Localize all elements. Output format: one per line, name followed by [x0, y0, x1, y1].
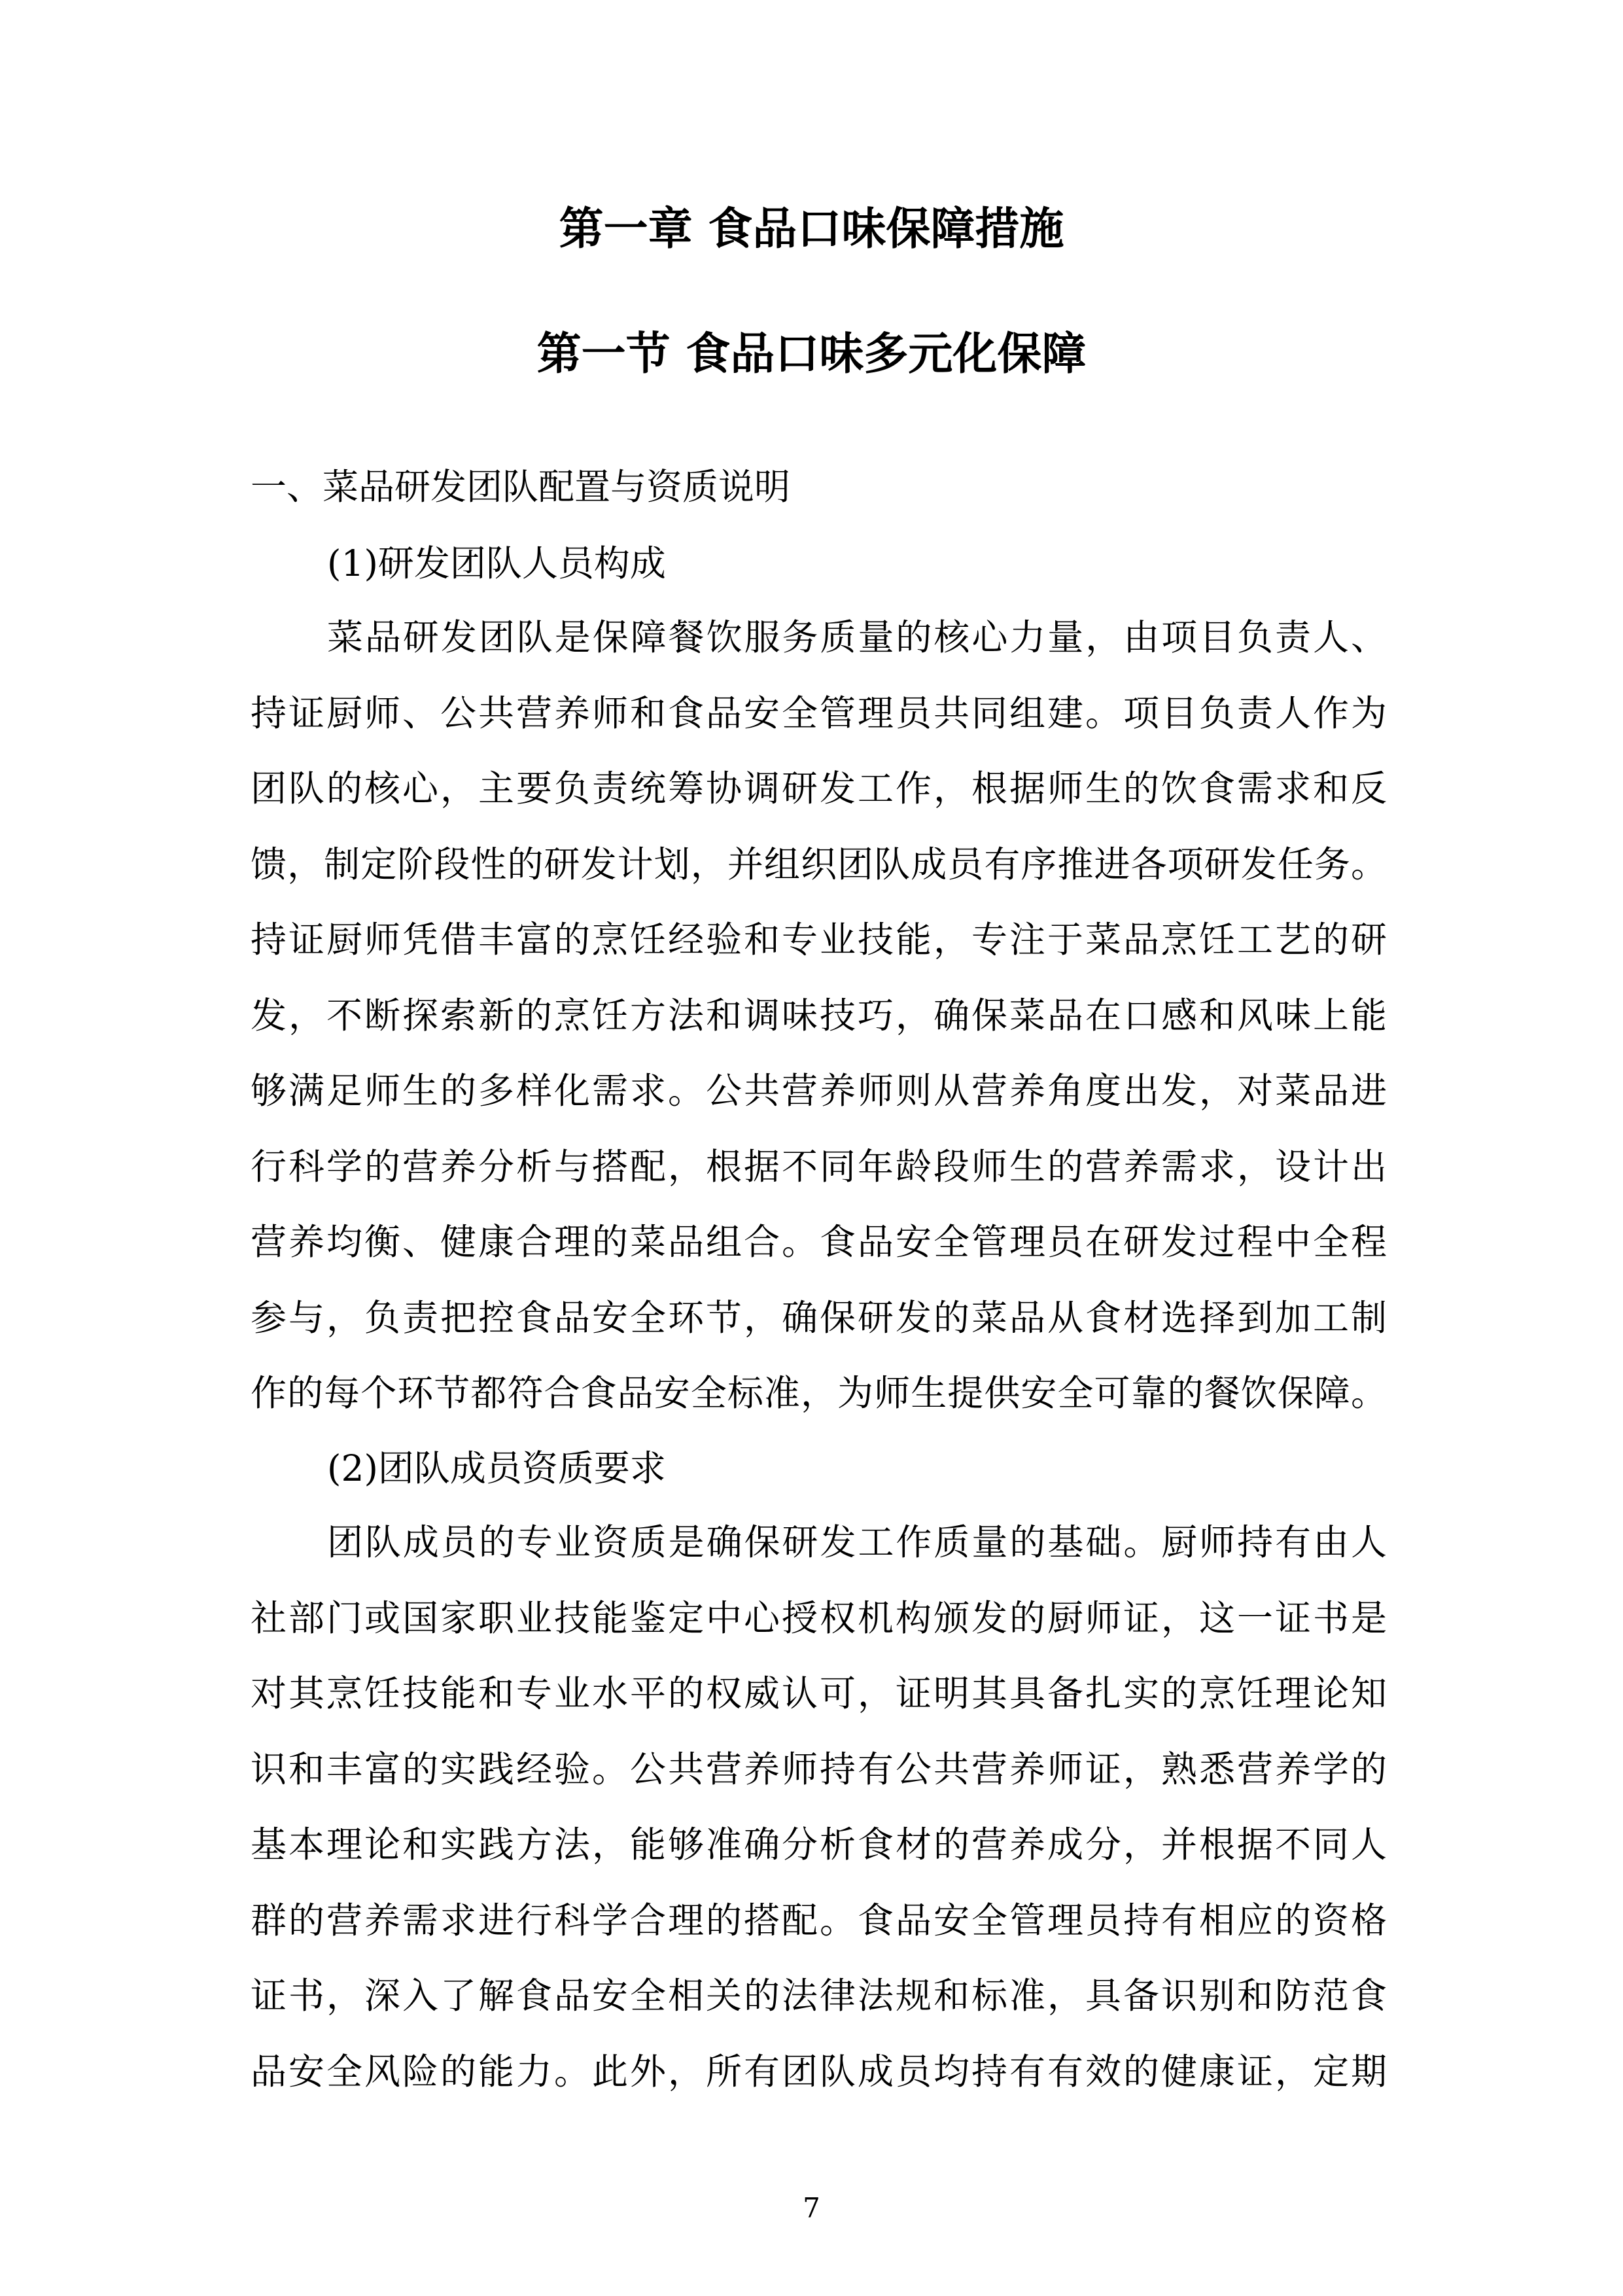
- paragraph-line: 够满足师生的多样化需求。公共营养师则从营养角度出发，对菜品进: [251, 1070, 1387, 1112]
- heading-1: 一、菜品研发团队配置与资质说明: [251, 466, 791, 508]
- paragraph-line: 菜品研发团队是保障餐饮服务质量的核心力量，由项目负责人、: [327, 616, 1387, 658]
- paragraph-line: 持证厨师凭借丰富的烹饪经验和专业技能，专注于菜品烹饪工艺的研: [251, 919, 1387, 961]
- subheading-2: (2)团队成员资质要求: [327, 1447, 666, 1489]
- paragraph-line: 团队成员的专业资质是确保研发工作质量的基础。厨师持有由人: [327, 1521, 1387, 1563]
- page-number: 7: [803, 2192, 820, 2224]
- paragraph-line: 作的每个环节都符合食品安全标准，为师生提供安全可靠的餐饮保障。: [251, 1372, 1387, 1414]
- paragraph-line: 证书，深入了解食品安全相关的法律法规和标准，具备识别和防范食: [251, 1975, 1387, 2017]
- section-title: 第一节 食品口味多元化保障: [536, 328, 1087, 380]
- paragraph-line: 群的营养需求进行科学合理的搭配。食品安全管理员持有相应的资格: [251, 1899, 1387, 1941]
- chapter-title: 第一章 食品口味保障措施: [559, 203, 1064, 255]
- paragraph-line: 发，不断探索新的烹饪方法和调味技巧，确保菜品在口感和风味上能: [251, 994, 1387, 1036]
- paragraph-line: 行科学的营养分析与搭配，根据不同年龄段师生的营养需求，设计出: [251, 1145, 1387, 1188]
- paragraph-line: 馈，制定阶段性的研发计划，并组织团队成员有序推进各项研发任务。: [251, 843, 1387, 885]
- subheading-1: (1)研发团队人员构成: [327, 542, 666, 584]
- paragraph-line: 团队的核心，主要负责统筹协调研发工作，根据师生的饮食需求和反: [251, 768, 1387, 809]
- paragraph-line: 识和丰富的实践经验。公共营养师持有公共营养师证，熟悉营养学的: [251, 1748, 1387, 1790]
- paragraph-line: 参与，负责把控食品安全环节，确保研发的菜品从食材选择到加工制: [251, 1296, 1387, 1339]
- paragraph-line: 品安全风险的能力。此外，所有团队成员均持有有效的健康证，定期: [251, 2050, 1387, 2093]
- paragraph-line: 持证厨师、公共营养师和食品安全管理员共同组建。项目负责人作为: [251, 692, 1387, 734]
- paragraph-line: 社部门或国家职业技能鉴定中心授权机构颁发的厨师证，这一证书是: [251, 1597, 1387, 1639]
- paragraph-line: 对其烹饪技能和专业水平的权威认可，证明其具备扎实的烹饪理论知: [251, 1672, 1387, 1714]
- paragraph-line: 营养均衡、健康合理的菜品组合。食品安全管理员在研发过程中全程: [251, 1221, 1387, 1263]
- paragraph-line: 基本理论和实践方法，能够准确分析食材的营养成分，并根据不同人: [251, 1824, 1387, 1865]
